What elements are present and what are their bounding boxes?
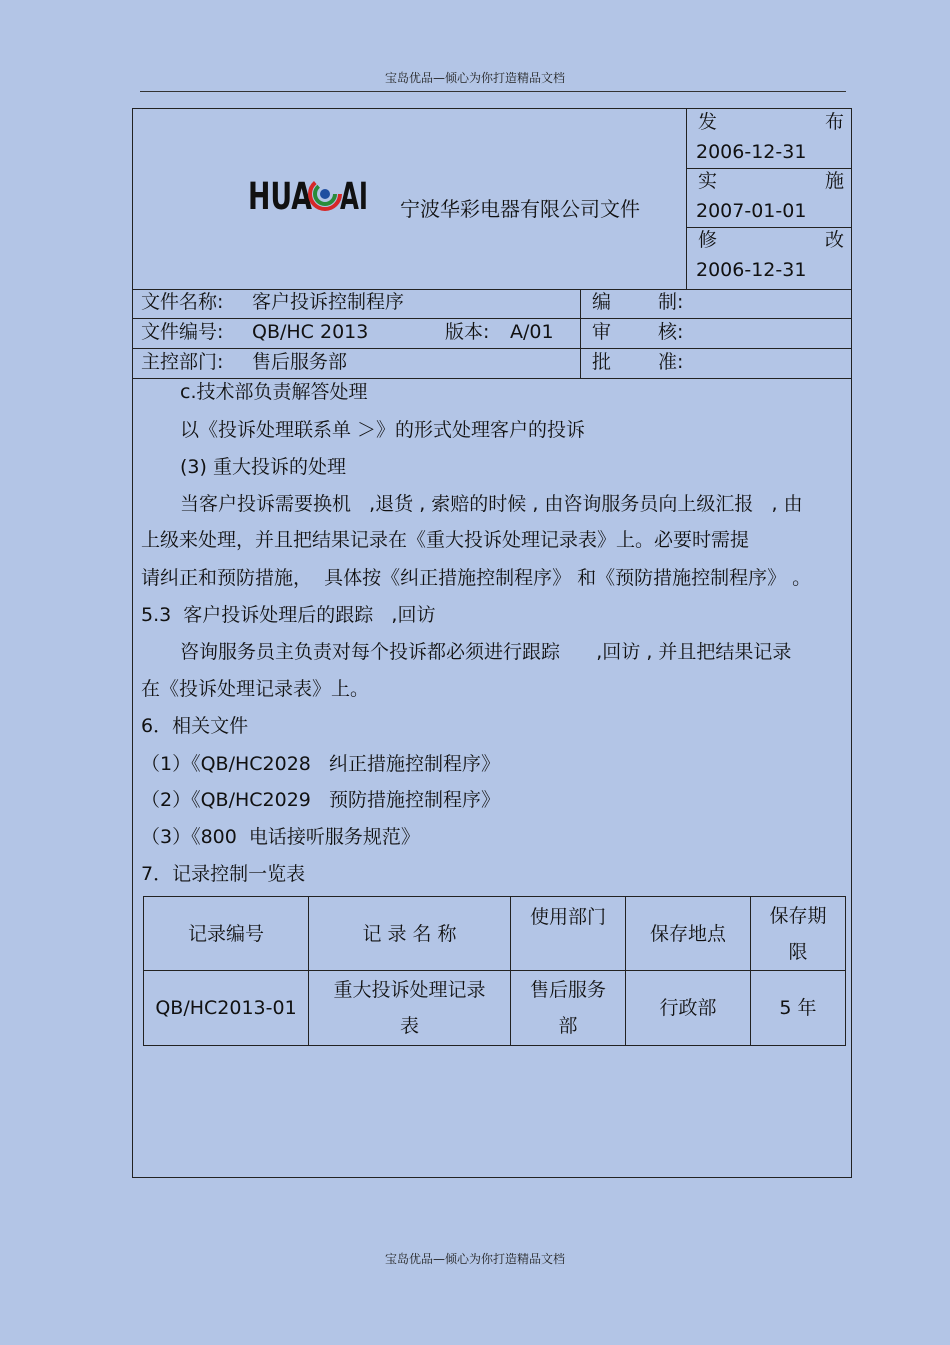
header-retention-period — [751, 897, 846, 971]
review-label-a: 审 — [592, 321, 612, 343]
body-line-2: 以《投诉处理联系单 ＞》的形式处理客户的投诉 — [180, 419, 586, 441]
version-value: A/01 — [510, 321, 554, 343]
body-line-3: (3) 重大投诉的处理 — [180, 456, 346, 478]
header-rule — [140, 91, 846, 92]
publish-label-b: 布 — [825, 111, 845, 133]
meta-row-rule-2 — [686, 227, 852, 228]
body-line-7: 5.3 客户投诉处理后的跟踪 ,回访 — [141, 604, 436, 626]
cell-use-dept-line-2: 部 — [558, 1015, 578, 1037]
approve-label-a: 批 — [592, 351, 612, 373]
page-footer: 宝岛优品—倾心为你打造精品文档 — [384, 1252, 565, 1266]
header-use-dept: 使用部门 — [511, 897, 626, 971]
publish-label-a: 发 — [698, 111, 718, 133]
revise-date: 2006-12-31 — [696, 259, 807, 281]
header-retention-period-line-2: 限 — [788, 940, 808, 963]
section-6-heading: 6．相关文件 — [141, 715, 249, 737]
table-row — [144, 971, 846, 1046]
compile-label-a: 编 — [592, 291, 612, 313]
body-line-8: 咨询服务员主负责对每个投诉都必须进行跟踪 ,回访 , 并且把结果记录 — [180, 641, 792, 663]
cell-record-code: QB/HC2013-01 — [144, 971, 309, 1046]
header-record-code: 记录编号 — [144, 897, 309, 971]
info-rule-2 — [133, 318, 852, 319]
cell-record-name-line-1: 重大投诉处理记录 — [333, 979, 486, 1001]
body-line-9: 在《投诉处理记录表》上。 — [141, 678, 370, 700]
info-rule-bottom — [133, 378, 852, 379]
number-value: QB/HC 2013 — [252, 321, 369, 343]
related-doc-1: （1）《QB/HC2028 纠正措施控制程序》 — [141, 753, 501, 775]
document-frame — [132, 108, 852, 1178]
related-doc-2: （2）《QB/HC2029 预防措施控制程序》 — [141, 789, 501, 811]
effective-label-b: 施 — [825, 170, 845, 192]
related-doc-3: （3）《800 电话接听服务规范》 — [141, 826, 420, 848]
name-value: 客户投诉控制程序 — [252, 291, 405, 313]
header-record-name: 记 录 名 称 — [309, 897, 511, 971]
page-header: 宝岛优品—倾心为你打造精品文档 — [384, 71, 565, 85]
version-label: 版本: — [445, 321, 490, 343]
dept-value: 售后服务部 — [252, 351, 348, 373]
cell-use-dept — [511, 971, 626, 1046]
meta-row-rule-1 — [686, 168, 852, 169]
approve-label-b: 准: — [658, 351, 684, 373]
revise-label-a: 修 — [698, 229, 718, 251]
section-7-heading: 7．记录控制一览表 — [141, 863, 306, 885]
name-label: 文件名称: — [141, 291, 224, 313]
publish-date: 2006-12-31 — [696, 141, 807, 163]
body-line-6: 请纠正和预防措施， 具体按《纠正措施控制程序》 和《预防措施控制程序》 。 — [141, 567, 812, 589]
cell-retention-period: 5 年 — [751, 971, 846, 1046]
effective-label-a: 实 — [698, 170, 718, 192]
dept-label: 主控部门: — [141, 351, 224, 373]
meta-divider — [686, 109, 687, 289]
info-divider — [580, 289, 581, 378]
effective-date: 2007-01-01 — [696, 200, 807, 222]
header-retention-period-line-1: 保存期 — [769, 904, 827, 927]
huacai-logo — [248, 173, 368, 219]
table-header-row — [144, 897, 846, 971]
cell-storage-place: 行政部 — [626, 971, 751, 1046]
cell-record-name-line-2: 表 — [399, 1015, 419, 1037]
svg-text:HUA: HUA — [248, 175, 313, 218]
number-label: 文件编号: — [141, 321, 224, 343]
body-line-5: 上级来处理，并且把结果记录在《重大投诉处理记录表》上。必要时需提 — [141, 529, 750, 551]
cell-use-dept-line-1: 售后服务 — [529, 979, 606, 1001]
cell-record-name — [309, 971, 511, 1046]
record-control-table — [143, 896, 846, 1046]
review-label-b: 核: — [658, 321, 684, 343]
company-title: 宁波华彩电器有限公司文件 — [400, 197, 640, 221]
header-storage-place: 保存地点 — [626, 897, 751, 971]
info-rule-3 — [133, 348, 852, 349]
svg-text:AI: AI — [340, 175, 368, 218]
body-line-1: c.技术部负责解答处理 — [180, 381, 368, 403]
info-rule-top — [133, 289, 852, 290]
body-line-4: 当客户投诉需要换机 ,退货 , 索赔的时候 , 由咨询服务员向上级汇报 , 由 — [180, 493, 803, 515]
revise-label-b: 改 — [825, 229, 845, 251]
compile-label-b: 制: — [658, 291, 684, 313]
